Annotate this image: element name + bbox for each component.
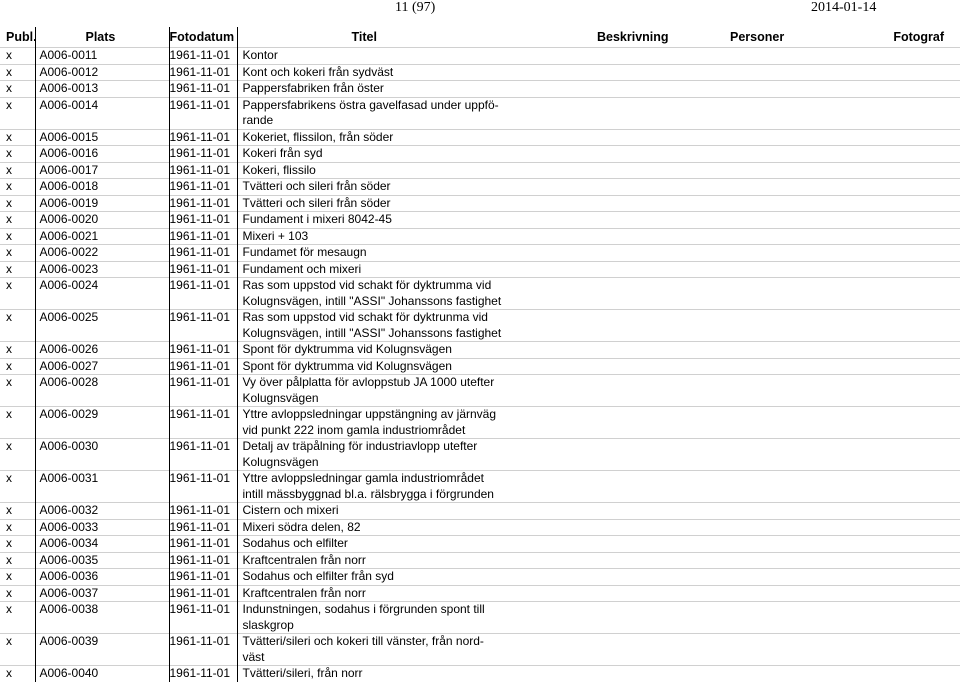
plats-cell: A006-0027 — [35, 358, 169, 375]
fotodatum-cell: 1961-11-01 — [169, 212, 237, 229]
plats-cell: A006-0019 — [35, 195, 169, 212]
catalog-table — [0, 27, 960, 682]
titel-line: Kokeri från syd — [243, 146, 960, 162]
titel-cell — [237, 97, 960, 129]
page-date: 2014-01-14 — [811, 0, 876, 16]
titel-cell — [237, 536, 960, 553]
titel-line: Mixeri + 103 — [243, 229, 960, 245]
table-row — [0, 146, 960, 163]
titel-cell — [237, 179, 960, 196]
fotodatum-cell: 1961-11-01 — [169, 310, 237, 342]
fotodatum-cell: 1961-11-01 — [169, 585, 237, 602]
fotodatum-cell: 1961-11-01 — [169, 471, 237, 503]
titel-cell — [237, 666, 960, 682]
titel-line: Ras som uppstod vid schakt för dyktrumma vid — [243, 278, 960, 294]
titel-cell — [237, 81, 960, 98]
titel-cell — [237, 519, 960, 536]
fotodatum-cell: 1961-11-01 — [169, 48, 237, 65]
table-row — [0, 179, 960, 196]
titel-cell — [237, 585, 960, 602]
titel-cell — [237, 261, 960, 278]
table-row — [0, 64, 960, 81]
titel-cell — [237, 439, 960, 471]
publ-cell: x — [0, 375, 35, 407]
publ-cell: x — [0, 81, 35, 98]
plats-cell: A006-0034 — [35, 536, 169, 553]
titel-cell — [237, 162, 960, 179]
plats-cell: A006-0035 — [35, 552, 169, 569]
fotodatum-cell: 1961-11-01 — [169, 81, 237, 98]
plats-cell: A006-0011 — [35, 48, 169, 65]
titel-cell — [237, 569, 960, 586]
fotodatum-cell: 1961-11-01 — [169, 278, 237, 310]
titel-line: vid punkt 222 inom gamla industriområdet — [243, 423, 960, 439]
table-row — [0, 342, 960, 359]
publ-cell: x — [0, 358, 35, 375]
publ-cell: x — [0, 245, 35, 262]
titel-cell — [237, 602, 960, 634]
plats-cell: A006-0021 — [35, 228, 169, 245]
plats-cell: A006-0016 — [35, 146, 169, 163]
fotodatum-cell: 1961-11-01 — [169, 358, 237, 375]
plats-cell: A006-0013 — [35, 81, 169, 98]
titel-line: Spont för dyktrumma vid Kolugnsvägen — [243, 359, 960, 375]
titel-cell — [237, 375, 960, 407]
titel-cell — [237, 278, 960, 310]
table-row — [0, 407, 960, 439]
titel-line: Sodahus och elfilter — [243, 536, 960, 552]
fotodatum-cell: 1961-11-01 — [169, 195, 237, 212]
table-row — [0, 97, 960, 129]
titel-cell — [237, 634, 960, 666]
titel-line: Tvätteri/sileri och kokeri till vänster, från nord- — [243, 634, 960, 650]
fotodatum-cell: 1961-11-01 — [169, 162, 237, 179]
titel-line: Cistern och mixeri — [243, 503, 960, 519]
table-row — [0, 375, 960, 407]
fotodatum-cell: 1961-11-01 — [169, 536, 237, 553]
fotodatum-cell: 1961-11-01 — [169, 129, 237, 146]
plats-cell: A006-0025 — [35, 310, 169, 342]
publ-cell: x — [0, 310, 35, 342]
fotodatum-cell: 1961-11-01 — [169, 519, 237, 536]
publ-cell: x — [0, 519, 35, 536]
table-row — [0, 552, 960, 569]
plats-cell: A006-0038 — [35, 602, 169, 634]
titel-cell — [237, 64, 960, 81]
plats-cell: A006-0018 — [35, 179, 169, 196]
plats-cell: A006-0023 — [35, 261, 169, 278]
publ-cell: x — [0, 261, 35, 278]
titel-cell — [237, 310, 960, 342]
fotodatum-cell: 1961-11-01 — [169, 666, 237, 682]
titel-cell — [237, 358, 960, 375]
titel-cell — [237, 471, 960, 503]
publ-cell: x — [0, 97, 35, 129]
publ-cell: x — [0, 585, 35, 602]
plats-cell: A006-0033 — [35, 519, 169, 536]
titel-line: Sodahus och elfilter från syd — [243, 569, 960, 585]
table-row — [0, 129, 960, 146]
col-header-publ: Publ. — [0, 27, 35, 48]
page-number: 11 (97) — [395, 0, 435, 16]
plats-cell: A006-0012 — [35, 64, 169, 81]
publ-cell: x — [0, 64, 35, 81]
titel-cell — [237, 407, 960, 439]
table-row — [0, 585, 960, 602]
publ-cell: x — [0, 407, 35, 439]
titel-cell — [237, 195, 960, 212]
fotodatum-cell: 1961-11-01 — [169, 97, 237, 129]
plats-cell: A006-0037 — [35, 585, 169, 602]
table-row — [0, 278, 960, 310]
plats-cell: A006-0031 — [35, 471, 169, 503]
titel-cell — [237, 48, 960, 65]
publ-cell: x — [0, 666, 35, 682]
table-row — [0, 195, 960, 212]
titel-line: Kolugnsvägen — [243, 391, 960, 407]
fotodatum-cell: 1961-11-01 — [169, 228, 237, 245]
plats-cell: A006-0017 — [35, 162, 169, 179]
fotodatum-cell: 1961-11-01 — [169, 245, 237, 262]
titel-cell — [237, 146, 960, 163]
table-row — [0, 569, 960, 586]
fotodatum-cell: 1961-11-01 — [169, 342, 237, 359]
titel-line: Spont för dyktrumma vid Kolugnsvägen — [243, 342, 960, 358]
titel-line: Kraftcentralen från norr — [243, 586, 960, 602]
titel-line: Vy över pålplatta för avloppstub JA 1000 utefter — [243, 375, 960, 391]
titel-line: Kokeriet, flissilon, från söder — [243, 130, 960, 146]
fotodatum-cell: 1961-11-01 — [169, 64, 237, 81]
titel-line: Kont och kokeri från sydväst — [243, 65, 960, 81]
table-row — [0, 261, 960, 278]
table-row — [0, 439, 960, 471]
table-row — [0, 245, 960, 262]
titel-cell — [237, 552, 960, 569]
titel-line: Pappersfabrikens östra gavelfasad under uppfö- — [243, 98, 960, 114]
titel-line: Detalj av träpålning för industriavlopp utefter — [243, 439, 960, 455]
fotodatum-cell: 1961-11-01 — [169, 439, 237, 471]
col-header-fotograf: Fotograf — [830, 27, 960, 48]
publ-cell: x — [0, 195, 35, 212]
table-row — [0, 228, 960, 245]
titel-line: väst — [243, 650, 960, 666]
table-row — [0, 212, 960, 229]
plats-cell: A006-0015 — [35, 129, 169, 146]
table-row — [0, 666, 960, 682]
plats-cell: A006-0024 — [35, 278, 169, 310]
plats-cell: A006-0014 — [35, 97, 169, 129]
plats-cell: A006-0030 — [35, 439, 169, 471]
titel-line: slaskgrop — [243, 618, 960, 634]
plats-cell: A006-0022 — [35, 245, 169, 262]
titel-cell — [237, 228, 960, 245]
publ-cell: x — [0, 48, 35, 65]
table-row — [0, 602, 960, 634]
titel-line: Indunstningen, sodahus i förgrunden spont till — [243, 602, 960, 618]
fotodatum-cell: 1961-11-01 — [169, 146, 237, 163]
col-header-fotodatum: Fotodatum — [169, 27, 237, 48]
plats-cell: A006-0036 — [35, 569, 169, 586]
fotodatum-cell: 1961-11-01 — [169, 503, 237, 520]
titel-cell — [237, 342, 960, 359]
titel-cell — [237, 129, 960, 146]
publ-cell: x — [0, 212, 35, 229]
table-header-row — [0, 27, 960, 48]
publ-cell: x — [0, 228, 35, 245]
fotodatum-cell: 1961-11-01 — [169, 569, 237, 586]
table-row — [0, 536, 960, 553]
col-header-titel: Titel — [237, 27, 527, 48]
titel-line: Yttre avloppsledningar gamla industriområdet — [243, 471, 960, 487]
table-row — [0, 358, 960, 375]
table-row — [0, 471, 960, 503]
titel-line: Tvätteri och sileri från söder — [243, 179, 960, 195]
publ-cell: x — [0, 503, 35, 520]
col-header-beskrivning: Beskrivning — [527, 27, 680, 48]
titel-line: Mixeri södra delen, 82 — [243, 520, 960, 536]
titel-line: Kraftcentralen från norr — [243, 553, 960, 569]
titel-line: Ras som uppstod vid schakt för dyktrunma vid — [243, 310, 960, 326]
plats-cell: A006-0039 — [35, 634, 169, 666]
plats-cell: A006-0029 — [35, 407, 169, 439]
publ-cell: x — [0, 129, 35, 146]
fotodatum-cell: 1961-11-01 — [169, 602, 237, 634]
publ-cell: x — [0, 179, 35, 196]
publ-cell: x — [0, 569, 35, 586]
titel-line: Kolugnsvägen — [243, 455, 960, 471]
table-row — [0, 503, 960, 520]
titel-line: Fundamet för mesaugn — [243, 245, 960, 261]
fotodatum-cell: 1961-11-01 — [169, 634, 237, 666]
titel-cell — [237, 212, 960, 229]
titel-line: Kontor — [243, 48, 960, 64]
col-header-plats: Plats — [35, 27, 169, 48]
plats-cell: A006-0028 — [35, 375, 169, 407]
titel-line: Yttre avloppsledningar uppstängning av järnväg — [243, 407, 960, 423]
plats-cell: A006-0040 — [35, 666, 169, 682]
titel-line: intill mässbyggnad bl.a. rälsbrygga i förgrunden — [243, 487, 960, 503]
publ-cell: x — [0, 602, 35, 634]
fotodatum-cell: 1961-11-01 — [169, 261, 237, 278]
publ-cell: x — [0, 146, 35, 163]
publ-cell: x — [0, 162, 35, 179]
col-header-personer: Personer — [680, 27, 830, 48]
titel-line: Kolugnsvägen, intill "ASSI" Johanssons fastighet — [243, 326, 960, 342]
table-row — [0, 162, 960, 179]
publ-cell: x — [0, 278, 35, 310]
publ-cell: x — [0, 536, 35, 553]
plats-cell: A006-0026 — [35, 342, 169, 359]
titel-line: rande — [243, 113, 960, 129]
fotodatum-cell: 1961-11-01 — [169, 407, 237, 439]
fotodatum-cell: 1961-11-01 — [169, 375, 237, 407]
titel-line: Pappersfabriken från öster — [243, 81, 960, 97]
titel-line: Kolugnsvägen, intill "ASSI" Johanssons fastighet — [243, 294, 960, 310]
plats-cell: A006-0020 — [35, 212, 169, 229]
fotodatum-cell: 1961-11-01 — [169, 552, 237, 569]
publ-cell: x — [0, 634, 35, 666]
table-row — [0, 519, 960, 536]
table-row — [0, 634, 960, 666]
titel-line: Fundament och mixeri — [243, 262, 960, 278]
plats-cell: A006-0032 — [35, 503, 169, 520]
table-row — [0, 310, 960, 342]
titel-cell — [237, 503, 960, 520]
publ-cell: x — [0, 342, 35, 359]
titel-line: Tvätteri/sileri, från norr — [243, 666, 960, 682]
titel-line: Fundament i mixeri 8042-45 — [243, 212, 960, 228]
titel-cell — [237, 245, 960, 262]
titel-line: Tvätteri och sileri från söder — [243, 196, 960, 212]
table-row — [0, 48, 960, 65]
table-row — [0, 81, 960, 98]
titel-line: Kokeri, flissilo — [243, 163, 960, 179]
publ-cell: x — [0, 552, 35, 569]
publ-cell: x — [0, 439, 35, 471]
fotodatum-cell: 1961-11-01 — [169, 179, 237, 196]
publ-cell: x — [0, 471, 35, 503]
